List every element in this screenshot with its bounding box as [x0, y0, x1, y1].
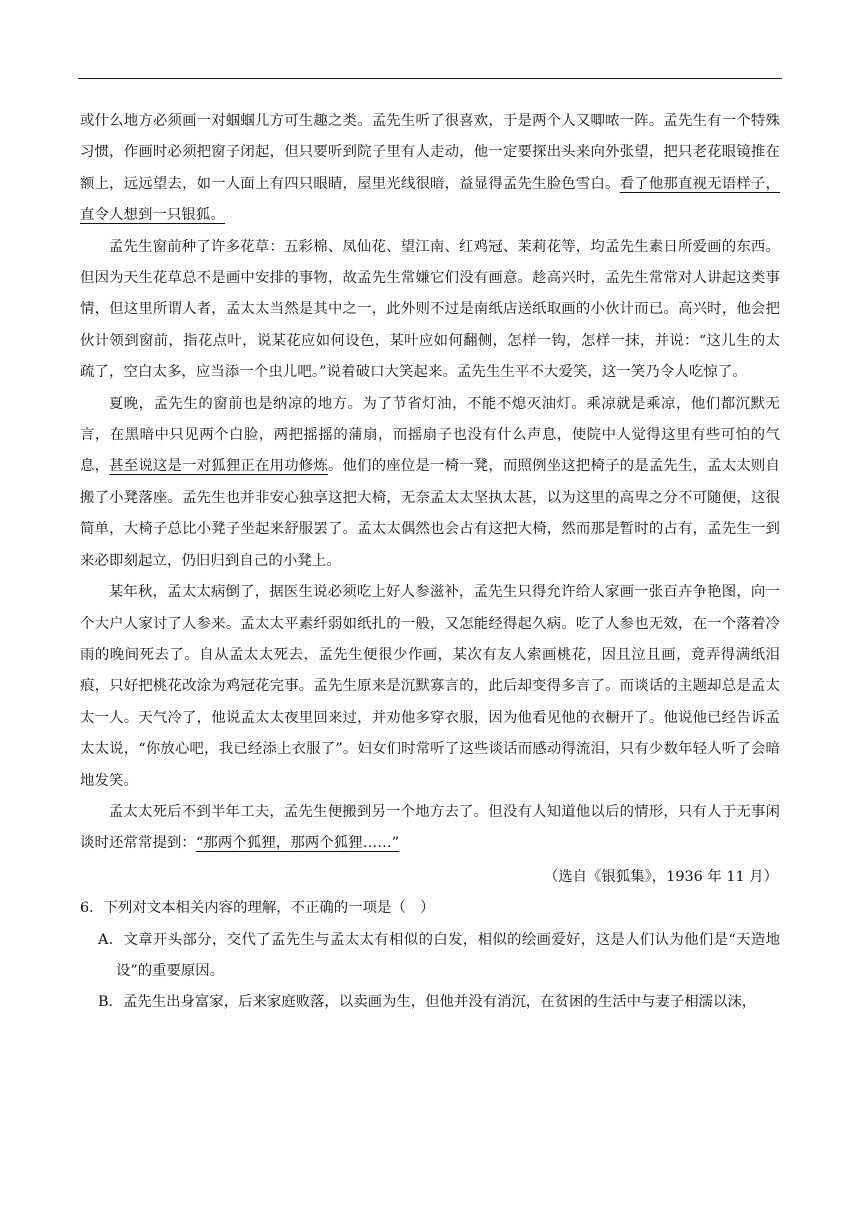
- paragraph-4-text-1: 某年秋，孟太太病倒了，据医生说必须吃上好人参滋补，孟先生只得允许给人家画一张百卉争艳图，向一个大户人家讨了人参来。孟太太平素纤弱如纸扎的一般，又怎能经得起久病。吃了人参也无效，在一个落着冷雨的晚间死去了。自从孟太太死去，孟先生便很少作画，某次有友人索画桃花，因且泣且画，竟弄得满纸泪痕，只好把桃花改涂为鸡冠花完事。孟先生原来是沉默寡言的，此后却变得多言了。而谈话的主题却总是孟太太一人。天气冷了，他说孟太太夜里回来过，并劝他多穿衣服，因为他看见他的衣橱开了。他说他已经告诉孟太太说，“你放心吧，我已经添上衣服了”。妇女们时常听了这些谈话而感动得流泪，只有少数年轻人听了会暗地发笑。: [80, 584, 780, 789]
- paragraph-5-text-1: 孟太太死后不到半年工夫，孟先生便搬到另一个地方去了。但没有人知道他以后的情形，只有人于无事闲谈时还常常提到：: [80, 803, 780, 852]
- question-6: [80, 893, 780, 1019]
- paragraph-1: [80, 106, 780, 232]
- source-citation: （选自《银狐集》，1936 年 11 月）: [543, 868, 778, 885]
- paragraph-1-text-1: 或什么地方必须画一对蝈蝈儿方可生趣之类。孟先生听了很喜欢，于是两个人又唧哝一阵。孟先生有一个特殊习惯，作画时必须把窗子闭起，但只要听到院子里有人走动，他一定要探出头来向外张望，把只老花眼镜推在额上，远远望去，如一人面上有四只眼睛，屋里光线很暗，益显得孟先生脸色雪白。: [80, 113, 780, 192]
- paragraph-2: [80, 232, 780, 389]
- paragraph-1-underlined-text: 看了他那直视无语样子，直令人想到一只银狐。: [80, 175, 780, 224]
- paragraph-5: [80, 797, 780, 860]
- paragraph-3-underlined-text: 甚至说这是一对狐狸正在用功修炼: [109, 458, 328, 475]
- passage: [80, 106, 780, 860]
- paragraph-3: [80, 389, 780, 577]
- question-stem: 6．下列对文本相关内容的理解，不正确的一项是（ ）: [80, 900, 435, 917]
- paragraph-5-underlined-text: “那两个狐狸，那两个狐狸……”: [195, 835, 400, 852]
- document-body: [80, 106, 780, 1019]
- paragraph-3-text-2: 。他们的座位是一椅一凳，而照例坐这把椅子的是孟先生，孟太太则自搬了小凳落座。孟先生也并非安心独享这把大椅，无奈孟太太坚执太甚，以为这里的高卑之分不可随便，这很简单，大椅子总比小凳子坐起来舒服罢了。孟太太偶然也会占有这把大椅，然而那是暂时的占有，孟先生一到来必即刻起立，仍旧归到自己的小凳上。: [80, 458, 780, 569]
- header-rule: [78, 78, 782, 79]
- paragraph-3-text-1: 夏晚，孟先生的窗前也是纳凉的地方。为了节省灯油，不能不熄灭油灯。乘凉就是乘凉，他们都沉默无言，在黑暗中只见两个白脸，两把摇摇的蒲扇，而摇扇子也没有什么声息，使院中人觉得这里有些可怕的气息，: [80, 395, 780, 475]
- option-b: B．孟先生出身富家，后来家庭败落，以卖画为生，但他并没有消沉，在贫困的生活中与妻子相濡以沫，: [98, 994, 757, 1011]
- paragraph-2-text-1: 孟先生窗前种了许多花草：五彩棉、凤仙花、望江南、红鸡冠、茉莉花等，均孟先生素日所爱画的东西。但因为天生花草总不是画中安排的事物，故孟先生常嫌它们没有画意。趁高兴时，孟先生常常对人讲起这类事情，但这里所谓人者，孟太太当然是其中之一，此外则不过是南纸店送纸取画的小伙计而已。高兴时，他会把伙计领到窗前，指花点叶，说某花应如何设色，某叶应如何翻侧，怎样一钩，怎样一抹，并说：“这儿生的太疏了，空白太多，应当添一个虫儿吧。”说着破口大笑起来。孟先生生平不大爱笑，这一笑乃令人吃惊了。: [80, 238, 780, 381]
- paragraph-4: [80, 577, 780, 797]
- option-a: A．文章开头部分，交代了孟先生与孟太太有相似的白发，相似的绘画爱好，这是人们认为他们是“天造地设”的重要原因。: [98, 931, 780, 979]
